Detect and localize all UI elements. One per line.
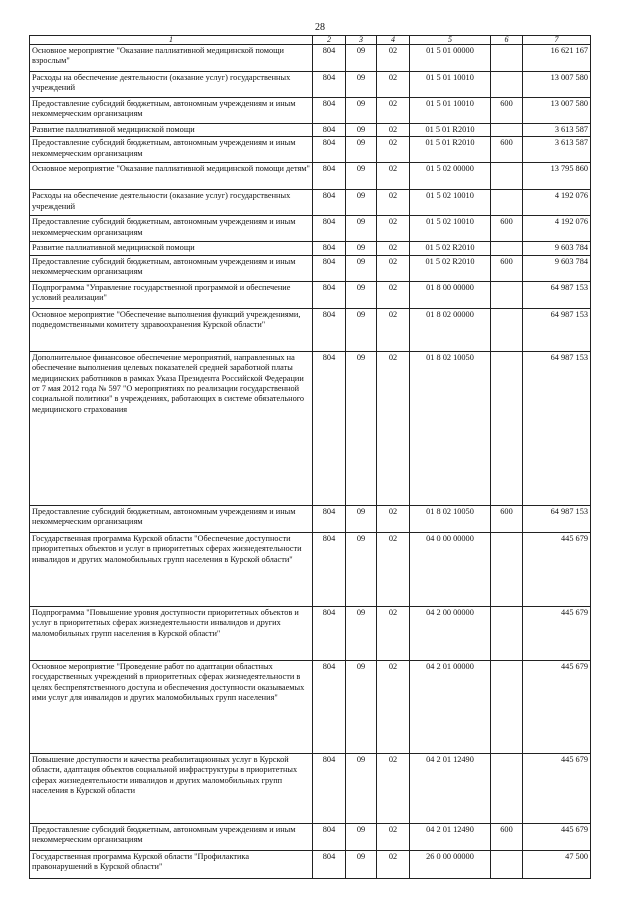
row-name: Подпрограмма "Повышение уровня доступности приоритетных объектов и услуг в приоритетных сферах жизнедеятельности инвалидов и других маломобильных групп населения в Курской области"	[30, 606, 313, 660]
row-name: Основное мероприятие "Проведение работ по адаптации областных государственных учреждений в приоритетных сферах жизнедеятельности в целях беспрепятственного доступа и обеспечения доступности оказываемых ими услуг для инвалидов и других маломобильных групп населения"	[30, 660, 313, 753]
row-amount: 47 500	[523, 850, 591, 878]
row-expense-type: 600	[491, 823, 523, 850]
row-target-article: 01 5 01 10010	[410, 98, 491, 124]
row-name: Основное мероприятие "Оказание паллиативной медицинской помощи взрослым"	[30, 45, 313, 72]
column-header: 4	[377, 36, 410, 45]
row-subsection: 02	[377, 308, 410, 351]
row-amount: 3 613 587	[523, 137, 591, 163]
row-target-article: 04 2 00 00000	[410, 606, 491, 660]
table-row	[30, 308, 591, 351]
row-section: 09	[346, 850, 377, 878]
row-subsection: 02	[377, 242, 410, 255]
row-subsection: 02	[377, 72, 410, 98]
row-section: 09	[346, 137, 377, 163]
row-grbs: 804	[313, 216, 346, 242]
row-grbs: 804	[313, 505, 346, 532]
row-target-article: 04 2 01 12490	[410, 753, 491, 823]
column-header: 3	[346, 36, 377, 45]
row-amount: 9 603 784	[523, 255, 591, 281]
row-amount: 3 613 587	[523, 124, 591, 137]
table-row	[30, 606, 591, 660]
row-expense-type	[491, 242, 523, 255]
row-name: Предоставление субсидий бюджетным, автономным учреждениям и иным некоммерческим организациям	[30, 137, 313, 163]
row-grbs: 804	[313, 98, 346, 124]
row-name: Предоставление субсидий бюджетным, автономным учреждениям и иным некоммерческим организациям	[30, 505, 313, 532]
table-row	[30, 850, 591, 878]
row-target-article: 01 8 02 10050	[410, 505, 491, 532]
row-grbs: 804	[313, 532, 346, 606]
row-grbs: 804	[313, 281, 346, 308]
row-name: Предоставление субсидий бюджетным, автономным учреждениям и иным некоммерческим организациям	[30, 255, 313, 281]
row-name: Предоставление субсидий бюджетным, автономным учреждениям и иным некоммерческим организациям	[30, 216, 313, 242]
page-number: 28	[315, 22, 325, 33]
row-expense-type: 600	[491, 98, 523, 124]
row-subsection: 02	[377, 281, 410, 308]
row-section: 09	[346, 753, 377, 823]
table-row	[30, 72, 591, 98]
row-expense-type: 600	[491, 137, 523, 163]
row-amount: 64 987 153	[523, 505, 591, 532]
row-expense-type: 600	[491, 505, 523, 532]
row-target-article: 04 2 01 00000	[410, 660, 491, 753]
row-section: 09	[346, 505, 377, 532]
row-section: 09	[346, 606, 377, 660]
column-header: 6	[491, 36, 523, 45]
row-target-article: 01 5 02 R2010	[410, 255, 491, 281]
row-expense-type	[491, 190, 523, 216]
table-row	[30, 163, 591, 190]
row-expense-type	[491, 281, 523, 308]
row-amount: 64 987 153	[523, 281, 591, 308]
row-subsection: 02	[377, 190, 410, 216]
row-expense-type: 600	[491, 255, 523, 281]
row-amount: 64 987 153	[523, 308, 591, 351]
row-name: Развитие паллиативной медицинской помощи	[30, 242, 313, 255]
row-subsection: 02	[377, 753, 410, 823]
row-subsection: 02	[377, 660, 410, 753]
table-row	[30, 124, 591, 137]
row-expense-type	[491, 753, 523, 823]
row-name: Предоставление субсидий бюджетным, автономным учреждениям и иным некоммерческим организациям	[30, 98, 313, 124]
row-grbs: 804	[313, 753, 346, 823]
row-subsection: 02	[377, 216, 410, 242]
row-section: 09	[346, 190, 377, 216]
row-section: 09	[346, 351, 377, 505]
row-subsection: 02	[377, 137, 410, 163]
row-section: 09	[346, 163, 377, 190]
row-subsection: 02	[377, 505, 410, 532]
row-grbs: 804	[313, 351, 346, 505]
row-subsection: 02	[377, 163, 410, 190]
row-subsection: 02	[377, 351, 410, 505]
table-row	[30, 532, 591, 606]
row-expense-type	[491, 308, 523, 351]
row-expense-type	[491, 163, 523, 190]
row-target-article: 26 0 00 00000	[410, 850, 491, 878]
header-row	[30, 36, 591, 45]
row-expense-type	[491, 124, 523, 137]
row-name: Предоставление субсидий бюджетным, автономным учреждениям и иным некоммерческим организациям	[30, 823, 313, 850]
row-name: Государственная программа Курской области "Обеспечение доступности приоритетных объектов и услуг в приоритетных сферах жизнедеятельности инвалидов и других маломобильных групп населения в Курской области"	[30, 532, 313, 606]
row-expense-type	[491, 72, 523, 98]
row-grbs: 804	[313, 190, 346, 216]
row-expense-type	[491, 660, 523, 753]
row-grbs: 804	[313, 850, 346, 878]
row-amount: 4 192 076	[523, 190, 591, 216]
row-amount: 445 679	[523, 606, 591, 660]
row-name: Развитие паллиативной медицинской помощи	[30, 124, 313, 137]
row-name: Расходы на обеспечение деятельности (оказание услуг) государственных учреждений	[30, 72, 313, 98]
row-section: 09	[346, 124, 377, 137]
row-grbs: 804	[313, 308, 346, 351]
row-expense-type	[491, 606, 523, 660]
row-grbs: 804	[313, 124, 346, 137]
row-section: 09	[346, 216, 377, 242]
table-row	[30, 823, 591, 850]
table-row	[30, 351, 591, 505]
column-header: 5	[410, 36, 491, 45]
row-expense-type: 600	[491, 216, 523, 242]
table-row	[30, 660, 591, 753]
row-section: 09	[346, 242, 377, 255]
row-name: Дополнительное финансовое обеспечение мероприятий, направленных на обеспечение выполнения целевых показателей средней заработной платы медицинских работников в рамках Указа Президента Российской Федерации от 7 мая 2012 года № 597 "О мероприятиях по реализации государственной социальной политики" в учреждениях, работающих в системе обязательного медицинского страхования	[30, 351, 313, 505]
row-grbs: 804	[313, 255, 346, 281]
row-target-article: 01 5 02 10010	[410, 216, 491, 242]
row-amount: 16 621 167	[523, 45, 591, 72]
row-section: 09	[346, 532, 377, 606]
column-header: 2	[313, 36, 346, 45]
row-section: 09	[346, 45, 377, 72]
row-target-article: 01 5 01 00000	[410, 45, 491, 72]
row-section: 09	[346, 823, 377, 850]
row-subsection: 02	[377, 255, 410, 281]
row-subsection: 02	[377, 532, 410, 606]
table-row	[30, 190, 591, 216]
row-target-article: 01 5 02 10010	[410, 190, 491, 216]
budget-table	[29, 35, 591, 879]
row-target-article: 01 5 01 R2010	[410, 124, 491, 137]
table-row	[30, 98, 591, 124]
row-target-article: 01 5 01 10010	[410, 72, 491, 98]
row-grbs: 804	[313, 606, 346, 660]
table-row	[30, 255, 591, 281]
row-subsection: 02	[377, 850, 410, 878]
row-subsection: 02	[377, 124, 410, 137]
row-grbs: 804	[313, 45, 346, 72]
row-amount: 445 679	[523, 823, 591, 850]
row-target-article: 01 8 02 00000	[410, 308, 491, 351]
row-name: Расходы на обеспечение деятельности (оказание услуг) государственных учреждений	[30, 190, 313, 216]
column-header: 1	[30, 36, 313, 45]
table-row	[30, 216, 591, 242]
row-section: 09	[346, 72, 377, 98]
row-subsection: 02	[377, 98, 410, 124]
row-amount: 445 679	[523, 532, 591, 606]
row-section: 09	[346, 98, 377, 124]
row-grbs: 804	[313, 72, 346, 98]
row-amount: 9 603 784	[523, 242, 591, 255]
row-grbs: 804	[313, 242, 346, 255]
row-amount: 13 795 860	[523, 163, 591, 190]
row-name: Государственная программа Курской области "Профилактика правонарушений в Курской области"	[30, 850, 313, 878]
row-grbs: 804	[313, 163, 346, 190]
table-row	[30, 137, 591, 163]
row-name: Основное мероприятие "Обеспечение выполнения функций учреждениями, подведомственными комитету здравоохранения Курской области"	[30, 308, 313, 351]
row-name: Основное мероприятие "Оказание паллиативной медицинской помощи детям"	[30, 163, 313, 190]
row-section: 09	[346, 660, 377, 753]
row-subsection: 02	[377, 823, 410, 850]
row-section: 09	[346, 308, 377, 351]
table-row	[30, 505, 591, 532]
row-grbs: 804	[313, 660, 346, 753]
table-row	[30, 242, 591, 255]
table-row	[30, 45, 591, 72]
table-row	[30, 753, 591, 823]
row-subsection: 02	[377, 45, 410, 72]
row-amount: 4 192 076	[523, 216, 591, 242]
row-name: Подпрограмма "Управление государственной программой и обеспечение условий реализации"	[30, 281, 313, 308]
row-expense-type	[491, 351, 523, 505]
column-header: 7	[523, 36, 591, 45]
row-amount: 445 679	[523, 753, 591, 823]
row-subsection: 02	[377, 606, 410, 660]
row-target-article: 04 2 01 12490	[410, 823, 491, 850]
row-target-article: 01 5 01 R2010	[410, 137, 491, 163]
row-expense-type	[491, 45, 523, 72]
row-grbs: 804	[313, 823, 346, 850]
row-expense-type	[491, 850, 523, 878]
row-amount: 13 007 580	[523, 98, 591, 124]
row-target-article: 01 5 02 R2010	[410, 242, 491, 255]
row-grbs: 804	[313, 137, 346, 163]
row-expense-type	[491, 532, 523, 606]
row-target-article: 01 8 00 00000	[410, 281, 491, 308]
row-amount: 445 679	[523, 660, 591, 753]
row-target-article: 01 5 02 00000	[410, 163, 491, 190]
row-amount: 64 987 153	[523, 351, 591, 505]
row-target-article: 04 0 00 00000	[410, 532, 491, 606]
row-target-article: 01 8 02 10050	[410, 351, 491, 505]
table-row	[30, 281, 591, 308]
row-section: 09	[346, 281, 377, 308]
row-amount: 13 007 580	[523, 72, 591, 98]
row-section: 09	[346, 255, 377, 281]
row-name: Повышение доступности и качества реабилитационных услуг в Курской области, адаптация объектов социальной инфраструктуры в приоритетных сферах жизнедеятельности инвалидов и других маломобильных групп населения в Курской области	[30, 753, 313, 823]
